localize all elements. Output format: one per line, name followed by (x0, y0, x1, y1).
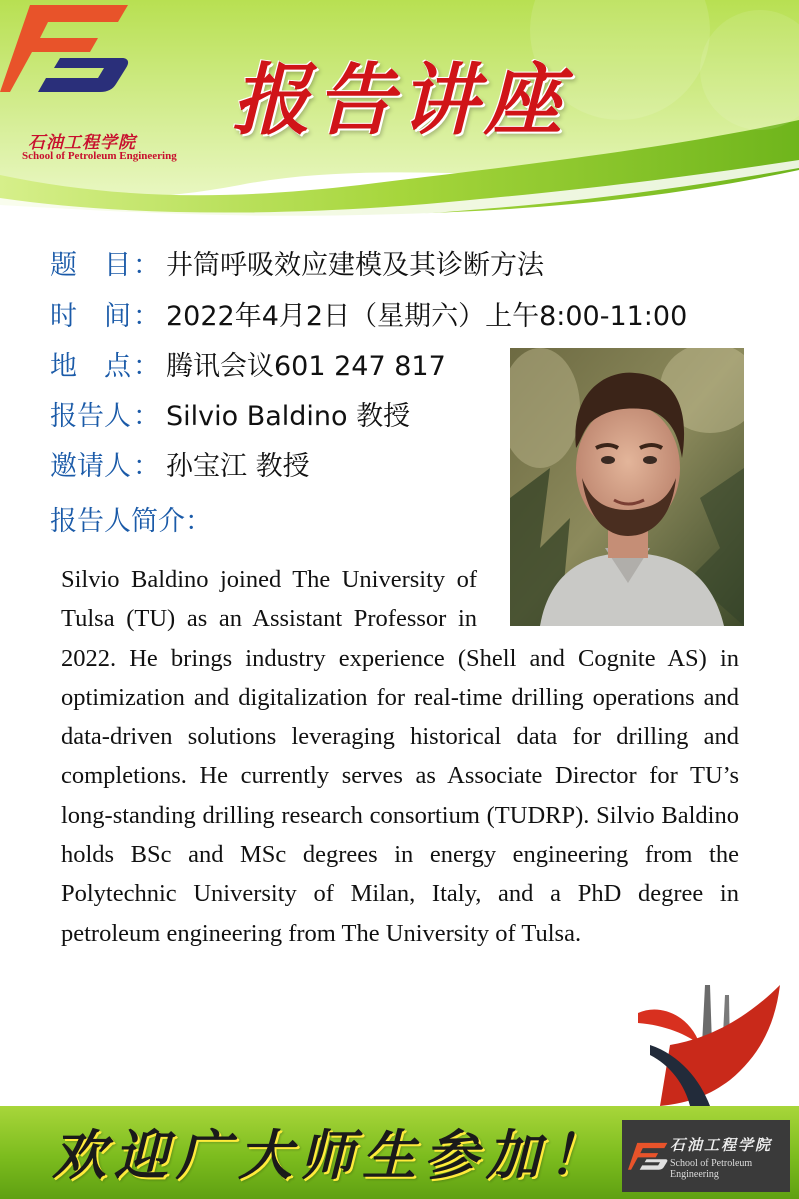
logo-text-en: School of Petroleum Engineering (22, 150, 177, 162)
poster-header (0, 0, 799, 230)
sculpture-icon (630, 985, 799, 1115)
bio-text: Silvio Baldino joined The University of Tulsa (TU) as an Assistant Professor in 2022. He brings industry experience (Shell and Cognite AS) in optimization and digitalization for real-time drilling operations and data-driven solutions leveraging historical data for drilling and completions. He currently serves as Associate Director for TU’s long-standing drilling research consortium (TUDRP). Silvio Baldino holds BSc and MSc degrees in energy engineering from the Polytechnic University of Milan, Italy, and a PhD degree in petroleum engineering from The University of Tulsa. (61, 566, 739, 947)
time-label: 时 间 (50, 301, 131, 332)
logo-text-cn: 石油工程学院 (28, 133, 136, 153)
speaker-colon: ： (133, 401, 160, 432)
bio-photo-spacer (477, 560, 739, 636)
topic-row (50, 246, 544, 286)
topic-label: 题 目 (50, 250, 131, 281)
footer-logo-text-en: School of Petroleum Engineering (670, 1158, 753, 1180)
footer-logo-icon (628, 1136, 668, 1176)
poster-title: 报告讲座 (232, 55, 569, 146)
inviter-value: 孙宝江 教授 (166, 451, 310, 482)
footer-logo-text-cn: 石油工程学院 (670, 1136, 773, 1154)
footer-logo (622, 1120, 790, 1192)
intro-label: 报告人简介： (50, 506, 212, 537)
time-colon: ： (133, 301, 160, 332)
speaker-label: 报告人 (50, 401, 131, 432)
speaker-value: Silvio Baldino 教授 (166, 401, 411, 432)
place-colon: ： (133, 351, 160, 382)
speaker-row (50, 397, 410, 437)
inviter-row (50, 447, 310, 487)
speaker-bio (61, 560, 739, 953)
place-value: 腾讯会议601 247 817 (166, 351, 446, 382)
footer-slogan: 欢迎广大师生参加！ (52, 1123, 610, 1187)
time-value: 2022年4月2日（星期六）上午8:00-11:00 (166, 301, 688, 332)
inviter-label: 邀请人 (50, 451, 131, 482)
place-label: 地 点 (50, 351, 131, 382)
inviter-colon: ： (133, 451, 160, 482)
topic-colon: ： (133, 250, 160, 281)
place-row (50, 347, 446, 387)
school-logo-icon (0, 0, 130, 95)
topic-value: 井筒呼吸效应建模及其诊断方法 (166, 250, 544, 281)
time-row (50, 297, 687, 337)
